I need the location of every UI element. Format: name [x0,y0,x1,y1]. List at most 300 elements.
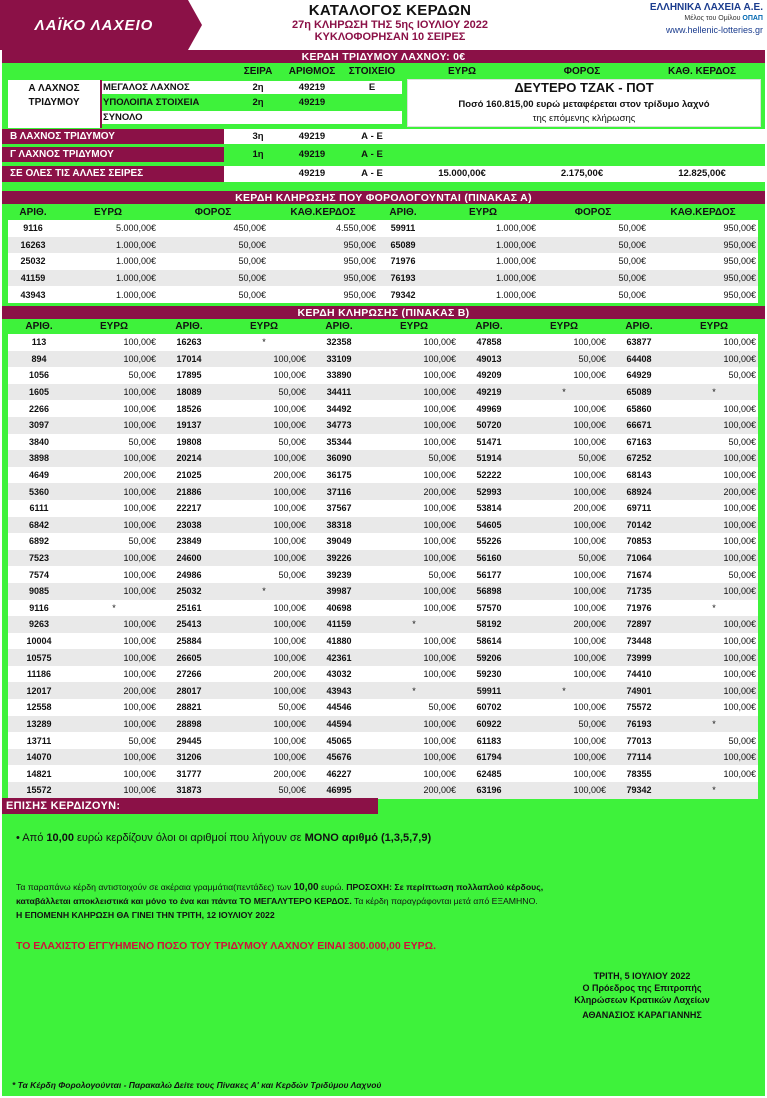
table-b-number-cell: 23038 [158,517,220,534]
table-b-amount-cell: 50,00€ [220,434,308,451]
table-b-amount-cell: 100,00€ [70,417,158,434]
table-b-number-cell: 34773 [308,417,370,434]
group-member-line [593,15,763,22]
a-row-2-number: 49219 [298,97,326,108]
table-a-number-cell: 43943 [8,286,58,303]
table-b-number-cell: 35344 [308,434,370,451]
table-b-number-cell: 32358 [308,334,370,351]
table-a-amount-cell: 1.000,00€ [58,270,158,287]
all-net: 12.825,00€ [678,168,726,179]
b-element: Α - Ε [361,131,383,142]
table-a-amount-cell: 1.000,00€ [58,253,158,270]
table-b-amount-cell: 100,00€ [670,649,758,666]
table-a-amount-cell: 50,00€ [538,220,648,237]
table-b-number-cell: 28821 [158,699,220,716]
table-b-row [8,633,758,650]
table-a-amount-cell: 1.000,00€ [58,237,158,254]
table-b-number-cell: 49209 [458,367,520,384]
table-b-number-cell: 12017 [8,682,70,699]
table-b-amount-cell: 100,00€ [370,467,458,484]
table-b-number-cell: 39226 [308,550,370,567]
signature-role-1: Ο Πρόεδρος της Επιτροπής [582,983,702,993]
table-b-number-cell: 64929 [608,367,670,384]
table-b-number-cell: 52222 [458,467,520,484]
table-a-row [8,286,758,303]
page-title: ΚΑΤΑΛΟΓΟΣ ΚΕΡΔΩΝ [308,2,472,19]
ta-h-net-1: ΚΑΘ.ΚΕΡΔΟΣ [290,207,356,218]
table-b-row [8,517,758,534]
table-b-amount-cell: 100,00€ [670,450,758,467]
table-a-amount-cell: 1.000,00€ [428,253,538,270]
table-b-number-cell: 46227 [308,765,370,782]
all-euro: 15.000,00€ [438,168,486,179]
table-a-number-cell: 59911 [378,220,428,237]
table-b-number-cell: 9085 [8,583,70,600]
bullet-mid: ευρώ κερδίζουν όλοι οι αριθμοί που λήγουν σε [73,832,305,844]
table-b-number-cell: 6892 [8,533,70,550]
table-b-amount-cell: 100,00€ [70,400,158,417]
table-b-number-cell: 75572 [608,699,670,716]
table-b-number-cell: 15572 [8,782,70,799]
table-b-amount-cell: * [670,716,758,733]
table-b-amount-cell: 50,00€ [520,550,608,567]
table-b-amount-cell: 100,00€ [370,600,458,617]
table-b-number-cell: 26605 [158,649,220,666]
table-b-number-cell: 31777 [158,765,220,782]
table-b-amount-cell: 50,00€ [670,566,758,583]
table-b-amount-cell: 100,00€ [520,400,608,417]
table-a-row [8,237,758,254]
table-a-amount-cell: 1.000,00€ [428,270,538,287]
table-b-number-cell: 69711 [608,500,670,517]
table-b-amount-cell: 100,00€ [220,616,308,633]
table-a-amount-cell: 1.000,00€ [428,220,538,237]
a-row-1-series: 2η [252,82,264,93]
table-b-number-cell: 44594 [308,716,370,733]
table-b-amount-cell: 100,00€ [670,633,758,650]
table-b-number-cell: 6842 [8,517,70,534]
table-a-amount-cell: 1.000,00€ [58,286,158,303]
table-b-row [8,434,758,451]
table-b-amount-cell: 100,00€ [70,699,158,716]
table-b-amount-cell: 100,00€ [370,749,458,766]
table-b-amount-cell: 50,00€ [370,699,458,716]
table-b-amount-cell: * [70,600,158,617]
a-row-3-label: ΣΥΝΟΛΟ [103,112,143,123]
table-b-number-cell: 24600 [158,550,220,567]
table-b-amount-cell: 100,00€ [520,417,608,434]
table-b-number-cell: 24986 [158,566,220,583]
table-a-number-cell: 41159 [8,270,58,287]
table-b-amount-cell: 100,00€ [220,633,308,650]
table-b-number-cell: 50720 [458,417,520,434]
table-b-number-cell: 23849 [158,533,220,550]
table-b-row [8,483,758,500]
table-b-row [8,616,758,633]
note-1a: Τα παραπάνω κέρδη αντιστοιχούν σε ακέραια γραμμάτια(πεντάδες) των [16,882,294,892]
table-b-number-cell: 33890 [308,367,370,384]
laiko-lachio-logo: ΛΑΪΚΟ ΛΑΧΕΙΟ [0,0,188,50]
table-b-number-cell: 3097 [8,417,70,434]
table-b-number-cell: 25884 [158,633,220,650]
table-b-amount-cell: 100,00€ [220,732,308,749]
table-b-number-cell: 56160 [458,550,520,567]
bullet-bold: ΜΟΝΟ αριθμό (1,3,5,7,9) [304,832,432,844]
table-b-amount-cell: 100,00€ [70,550,158,567]
table-b-number-cell: 74410 [608,666,670,683]
table-b-header-number: ΑΡΙΘ. [175,321,203,332]
bullet-amount: 10,00 [46,832,74,844]
table-b-amount-cell: 50,00€ [70,434,158,451]
table-b-number-cell: 59206 [458,649,520,666]
table-a-amount-cell: 950,00€ [648,220,758,237]
table-b-amount-cell: 100,00€ [520,749,608,766]
table-b-number-cell: 70853 [608,533,670,550]
table-b-amount-cell: 100,00€ [370,732,458,749]
table-b-row [8,367,758,384]
table-a-amount-cell: 50,00€ [538,270,648,287]
website-link[interactable]: www.hellenic-lotteries.gr [665,25,763,35]
table-b-number-cell: 28017 [158,682,220,699]
table-a-amount-cell: 950,00€ [268,253,378,270]
table-b-number-cell: 36090 [308,450,370,467]
table-b-amount-cell: 100,00€ [370,633,458,650]
opap-logo: ΟΠΑΠ [742,15,763,22]
a-row-3-bg [102,111,402,124]
ta-h-net-2: ΚΑΘ.ΚΕΡΔΟΣ [670,207,736,218]
table-b-row [8,500,758,517]
table-b-amount-cell: 100,00€ [70,517,158,534]
table-b-amount-cell: 50,00€ [70,367,158,384]
table-b-row [8,550,758,567]
table-b-row [8,533,758,550]
table-b-amount-cell: 100,00€ [220,682,308,699]
table-b-number-cell: 37567 [308,500,370,517]
table-b-number-cell: 10575 [8,649,70,666]
table-b-amount-cell: 200,00€ [70,682,158,699]
table-b-number-cell: 53814 [458,500,520,517]
table-b-number-cell: 55226 [458,533,520,550]
table-a-row [8,253,758,270]
table-b-amount-cell: 100,00€ [670,467,758,484]
table-b-bar: ΚΕΡΔΗ ΚΛΗΡΩΣΗΣ (ΠΙΝΑΚΑΣ Β) [2,306,765,319]
note-1c: ευρώ. [318,882,347,892]
also-win-bar: ΕΠΙΣΗΣ ΚΕΡΔΙΖΟΥΝ: [2,798,378,814]
table-b-number-cell: 45676 [308,749,370,766]
a-row-2-series: 2η [252,97,264,108]
table-b-number-cell: 65860 [608,400,670,417]
all-number: 49219 [298,168,326,179]
table-b-header-number: ΑΡΙΘ. [475,321,503,332]
table-b-amount-cell: 200,00€ [670,483,758,500]
table-b-row [8,682,758,699]
table-b-row [8,600,758,617]
table-b-number-cell: 68143 [608,467,670,484]
table-b-number-cell: 49219 [458,384,520,401]
table-b-number-cell: 9116 [8,600,70,617]
company-block [593,2,763,35]
table-b-amount-cell: 100,00€ [70,450,158,467]
table-a-amount-cell: 950,00€ [648,270,758,287]
col-euro: ΕΥΡΩ [447,66,477,77]
table-b-amount-cell: 100,00€ [70,749,158,766]
table-b-amount-cell: 100,00€ [370,334,458,351]
table-b-amount-cell: 100,00€ [370,367,458,384]
table-b-header [8,321,758,332]
all-tax: 2.175,00€ [560,168,604,179]
table-b-header-euro: ΕΥΡΩ [399,321,429,332]
table-b-amount-cell: 100,00€ [220,600,308,617]
table-b-amount-cell: 100,00€ [70,633,158,650]
table-b-number-cell: 65089 [608,384,670,401]
table-b-number-cell: 56898 [458,583,520,600]
table-a-amount-cell: 950,00€ [648,286,758,303]
table-a-number-cell: 76193 [378,270,428,287]
table-b-number-cell: 73999 [608,649,670,666]
table-b-amount-cell: 100,00€ [220,417,308,434]
table-b-amount-cell: 100,00€ [220,749,308,766]
table-b-amount-cell: 100,00€ [670,616,758,633]
table-a-amount-cell: 5.000,00€ [58,220,158,237]
table-b-number-cell: 5360 [8,483,70,500]
table-a-row [8,220,758,237]
jackpot-text-2: της επόμενης κλήρωσης [532,113,636,124]
table-b-number-cell: 34492 [308,400,370,417]
table-b-row [8,334,758,351]
table-b-number-cell: 11186 [8,666,70,683]
table-b-header-euro: ΕΥΡΩ [249,321,279,332]
table-b-amount-cell: 100,00€ [670,334,758,351]
table-b-amount-cell: 100,00€ [70,765,158,782]
col-tax: ΦΟΡΟΣ [563,66,601,77]
company-name: ΕΛΛΗΝΙΚΑ ΛΑΧΕΙΑ Α.Ε. [649,2,763,13]
b-label: Β ΛΑΧΝΟΣ ΤΡΙΔΥΜΟΥ [10,131,115,142]
b-number: 49219 [298,131,326,142]
c-series: 1η [252,149,264,160]
table-b-amount-cell: 100,00€ [520,566,608,583]
table-a-row [8,270,758,287]
table-a-amount-cell: 50,00€ [538,237,648,254]
a-label-2: ΤΡΙΔΥΜΟΥ [28,97,80,108]
table-b-row [8,732,758,749]
table-b-amount-cell: 100,00€ [520,782,608,799]
table-b-number-cell: 1605 [8,384,70,401]
table-b-number-cell: 43032 [308,666,370,683]
table-b-row [8,384,758,401]
table-b-number-cell: 54605 [458,517,520,534]
table-b-number-cell: 34411 [308,384,370,401]
table-b-number-cell: 20214 [158,450,220,467]
table-b-amount-cell: 100,00€ [670,699,758,716]
table-b-number-cell: 2266 [8,400,70,417]
c-label: Γ ΛΑΧΝΟΣ ΤΡΙΔΥΜΟΥ [10,149,114,160]
table-b-amount-cell: 50,00€ [370,450,458,467]
table-b-amount-cell: 50,00€ [220,384,308,401]
table-b-number-cell: 64408 [608,351,670,368]
table-b-amount-cell: 100,00€ [520,367,608,384]
table-b-number-cell: 51914 [458,450,520,467]
b-series: 3η [252,131,264,142]
table-b-amount-cell: * [670,384,758,401]
a-row-2-label: ΥΠΟΛΟΙΠΑ ΣΤΟΙΧΕΙΑ [103,97,200,108]
table-b-row [8,666,758,683]
table-b-amount-cell: 100,00€ [70,616,158,633]
jackpot-title: ΔΕΥΤΕΡΟ ΤΖΑΚ - ΠΟΤ [514,80,654,95]
table-b-number-cell: 894 [8,351,70,368]
table-b-amount-cell: 100,00€ [220,500,308,517]
table-b-number-cell: 72897 [608,616,670,633]
table-a-amount-cell: 4.550,00€ [268,220,378,237]
table-b-number-cell: 21025 [158,467,220,484]
table-b-number-cell: 42361 [308,649,370,666]
table-b-row [8,699,758,716]
table-b-amount-cell: 100,00€ [670,533,758,550]
table-a-amount-cell: 50,00€ [158,237,268,254]
table-b-amount-cell: 50,00€ [220,566,308,583]
table-a-amount-cell: 950,00€ [648,253,758,270]
table-b-amount-cell: 100,00€ [70,483,158,500]
table-b-amount-cell: 100,00€ [670,583,758,600]
table-b-number-cell: 13711 [8,732,70,749]
table-b-amount-cell: 100,00€ [70,716,158,733]
note-2b: Τα κέρδη παραγράφονται μετά από ΕΞΑΜΗΝΟ. [351,896,538,906]
table-b-number-cell: 70142 [608,517,670,534]
ta-h-tax-1: ΦΟΡΟΣ [194,207,232,218]
table-a-amount-cell: 50,00€ [158,270,268,287]
table-b-amount-cell: 100,00€ [370,666,458,683]
table-b-amount-cell: * [670,782,758,799]
table-b-number-cell: 58614 [458,633,520,650]
table-b-amount-cell: 100,00€ [670,765,758,782]
table-b-amount-cell: 200,00€ [70,467,158,484]
table-b-amount-cell: 50,00€ [670,732,758,749]
table-b-number-cell: 73448 [608,633,670,650]
table-b-number-cell: 59230 [458,666,520,683]
table-b-number-cell: 39239 [308,566,370,583]
table-b-number-cell: 6111 [8,500,70,517]
a-row-1-element: Ε [368,82,376,93]
table-b-number-cell: 9263 [8,616,70,633]
table-b-amount-cell: 100,00€ [70,583,158,600]
table-b-number-cell: 18089 [158,384,220,401]
table-b-number-cell: 18526 [158,400,220,417]
table-b-amount-cell: 100,00€ [220,483,308,500]
table-b-amount-cell: 100,00€ [70,384,158,401]
note-line-2 [16,896,538,906]
table-b-number-cell: 66671 [608,417,670,434]
table-a-bar: ΚΕΡΔΗ ΚΛΗΡΩΣΗΣ ΠΟΥ ΦΟΡΟΛΟΓΟΥΝΤΑΙ (ΠΙΝΑΚΑΣ Α) [2,191,765,204]
table-b-number-cell: 60922 [458,716,520,733]
table-b-number-cell: 56177 [458,566,520,583]
all-element: Α - Ε [361,168,383,179]
table-a-number-cell: 16263 [8,237,58,254]
table-b-number-cell: 63196 [458,782,520,799]
table-b-number-cell: 19137 [158,417,220,434]
table-b-amount-cell: * [220,334,308,351]
table-b-row [8,400,758,417]
table-b-number-cell: 71735 [608,583,670,600]
table-b-row [8,782,758,799]
table-b-number-cell: 47858 [458,334,520,351]
table-b-amount-cell: 200,00€ [520,616,608,633]
signature-date: ΤΡΙΤΗ, 5 ΙΟΥΛΙΟΥ 2022 [593,971,691,981]
table-b-row [8,351,758,368]
table-b-amount-cell: 100,00€ [670,749,758,766]
table-a-amount-cell: 1.000,00€ [428,286,538,303]
table-b-number-cell: 76193 [608,716,670,733]
table-b-amount-cell: * [370,616,458,633]
footnote: * Τα Κέρδη Φορολογούνται - Παρακαλώ Δείτε τους Πίνακες Α' και Κερδών Τριδύμου Λαχνού [12,1080,382,1090]
col-number: ΑΡΙΘΜΟΣ [288,66,336,77]
table-b-number-cell: 49969 [458,400,520,417]
table-b-amount-cell: 100,00€ [370,649,458,666]
bullet-line [16,832,431,844]
table-b-amount-cell: 200,00€ [220,666,308,683]
table-b-number-cell: 71064 [608,550,670,567]
table-b-number-cell: 59911 [458,682,520,699]
table-b-amount-cell: * [370,682,458,699]
table-b-amount-cell: 100,00€ [520,334,608,351]
table-b-row [8,566,758,583]
table-b-number-cell: 36175 [308,467,370,484]
table-b-amount-cell: 100,00€ [220,367,308,384]
table-b-amount-cell: 200,00€ [520,500,608,517]
note-line-1 [16,882,543,893]
table-a-amount-cell: 950,00€ [648,237,758,254]
circulated-series: ΚΥΚΛΟΦΟΡΗΣΑΝ 10 ΣΕΙΡΕΣ [314,31,466,43]
table-b-number-cell: 17895 [158,367,220,384]
table-b-number-cell: 37116 [308,483,370,500]
table-b-amount-cell: 50,00€ [220,782,308,799]
col-net: ΚΑΘ. ΚΕΡΔΟΣ [667,66,737,77]
table-b-amount-cell: 50,00€ [520,450,608,467]
table-b-amount-cell: 100,00€ [520,600,608,617]
table-b-amount-cell: 100,00€ [220,400,308,417]
table-a-number-cell: 71976 [378,253,428,270]
table-b-amount-cell: 100,00€ [670,550,758,567]
table-a-header [8,207,758,218]
table-b-number-cell: 27266 [158,666,220,683]
table-b-amount-cell: 100,00€ [670,666,758,683]
table-b-number-cell: 41880 [308,633,370,650]
table-b-number-cell: 10004 [8,633,70,650]
next-draw: Η ΕΠΟΜΕΝΗ ΚΛΗΡΩΣΗ ΘΑ ΓΙΝΕΙ ΤΗΝ ΤΡΙΤΗ, 12 ΙΟΥΛΙΟΥ 2022 [16,910,275,920]
table-b-number-cell: 46995 [308,782,370,799]
table-b-amount-cell: 100,00€ [670,682,758,699]
table-b-amount-cell: 100,00€ [70,500,158,517]
table-b-amount-cell: 100,00€ [670,400,758,417]
table-b-number-cell: 21886 [158,483,220,500]
table-b-amount-cell: 100,00€ [220,716,308,733]
table-a-number-cell: 9116 [8,220,58,237]
table-b-amount-cell: 100,00€ [520,533,608,550]
table-b-amount-cell: 100,00€ [370,533,458,550]
table-a-amount-cell: 50,00€ [158,253,268,270]
results-panel [2,50,765,1096]
table-b-amount-cell: 50,00€ [370,566,458,583]
table-b-amount-cell: * [670,600,758,617]
table-b-amount-cell: * [520,682,608,699]
table-b-number-cell: 25032 [158,583,220,600]
table-b-number-cell: 74901 [608,682,670,699]
table-b-amount-cell: 100,00€ [370,417,458,434]
ta-h-num-1: ΑΡΙΘ. [19,207,47,218]
table-b-amount-cell: 100,00€ [70,649,158,666]
c-number: 49219 [298,149,326,160]
c-element: Α - Ε [361,149,383,160]
table-a-amount-cell: 50,00€ [538,286,648,303]
table-a-amount-cell: 950,00€ [268,270,378,287]
